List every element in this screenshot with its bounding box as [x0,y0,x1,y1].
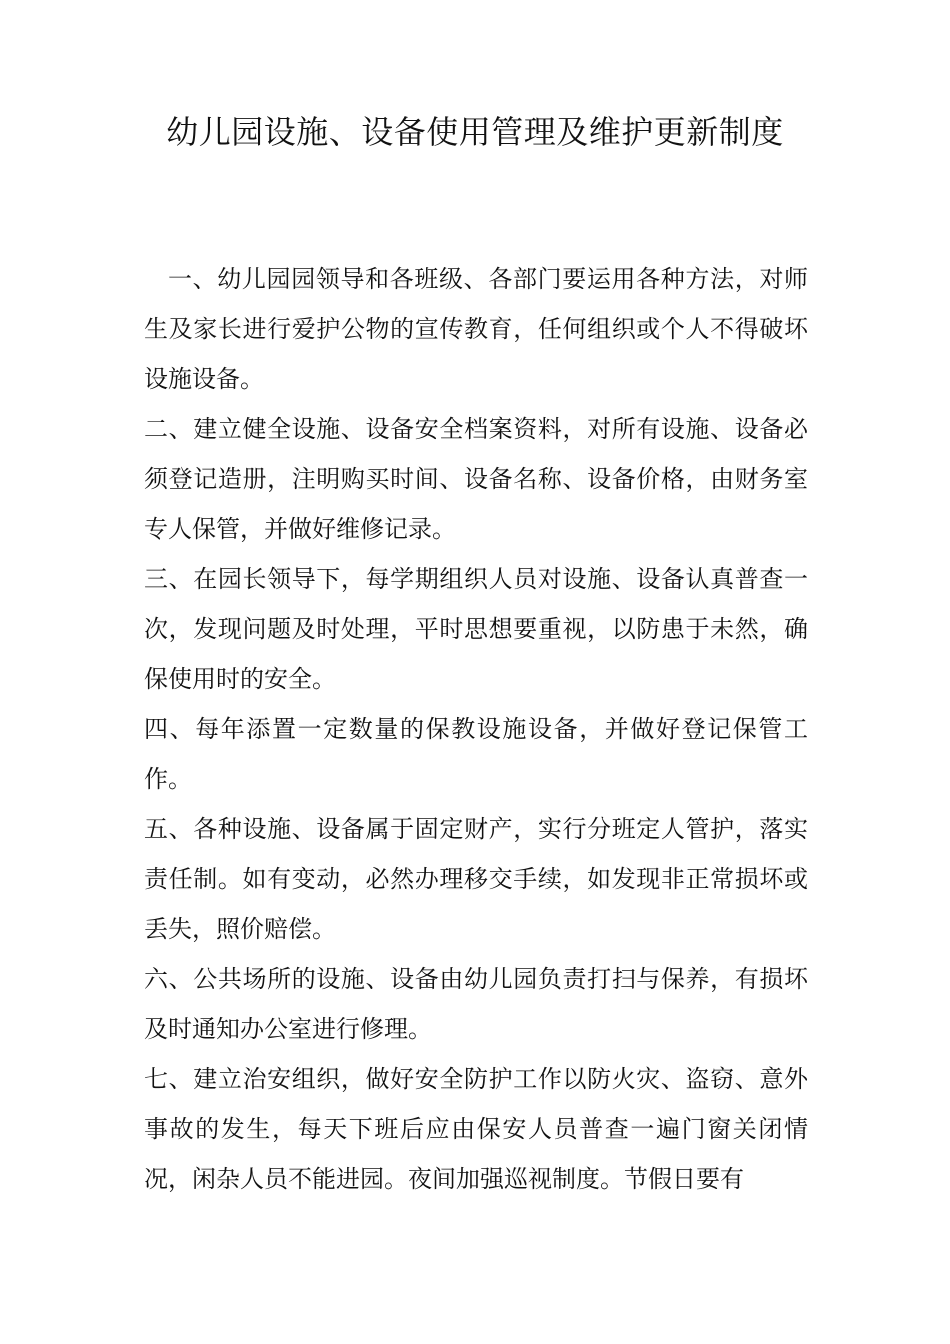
document-title: 幼儿园设施、设备使用管理及维护更新制度 [166,113,784,151]
paragraph-6: 六、公共场所的设施、设备由幼儿园负责打扫与保养，有损坏及时通知办公室进行修理。 [144,965,808,1043]
document-body [144,254,808,1204]
paragraph-2: 二、建立健全设施、设备安全档案资料，对所有设施、设备必须登记造册，注明购买时间、设备名称、设备价格，由财务室专人保管，并做好维修记录。 [144,415,808,543]
paragraph-7: 七、建立治安组织，做好安全防护工作以防火灾、盗窃、意外事故的发生，每天下班后应由保安人员普查一遍门窗关闭情况，闲杂人员不能进园。夜间加强巡视制度。节假日要有 [144,1065,808,1193]
paragraph-5: 五、各种设施、设备属于固定财产，实行分班定人管护，落实责任制。如有变动，必然办理移交手续，如发现非正常损坏或丢失，照价赔偿。 [144,815,808,943]
paragraph-3: 三、在园长领导下，每学期组织人员对设施、设备认真普查一次，发现问题及时处理，平时思想要重视，以防患于未然，确保使用时的安全。 [144,565,808,693]
paragraph-1: 一、幼儿园园领导和各班级、各部门要运用各种方法，对师生及家长进行爱护公物的宣传教育，任何组织或个人不得破坏设施设备。 [144,265,808,393]
paragraph-4: 四、每年添置一定数量的保教设施设备，并做好登记保管工作。 [144,715,808,793]
